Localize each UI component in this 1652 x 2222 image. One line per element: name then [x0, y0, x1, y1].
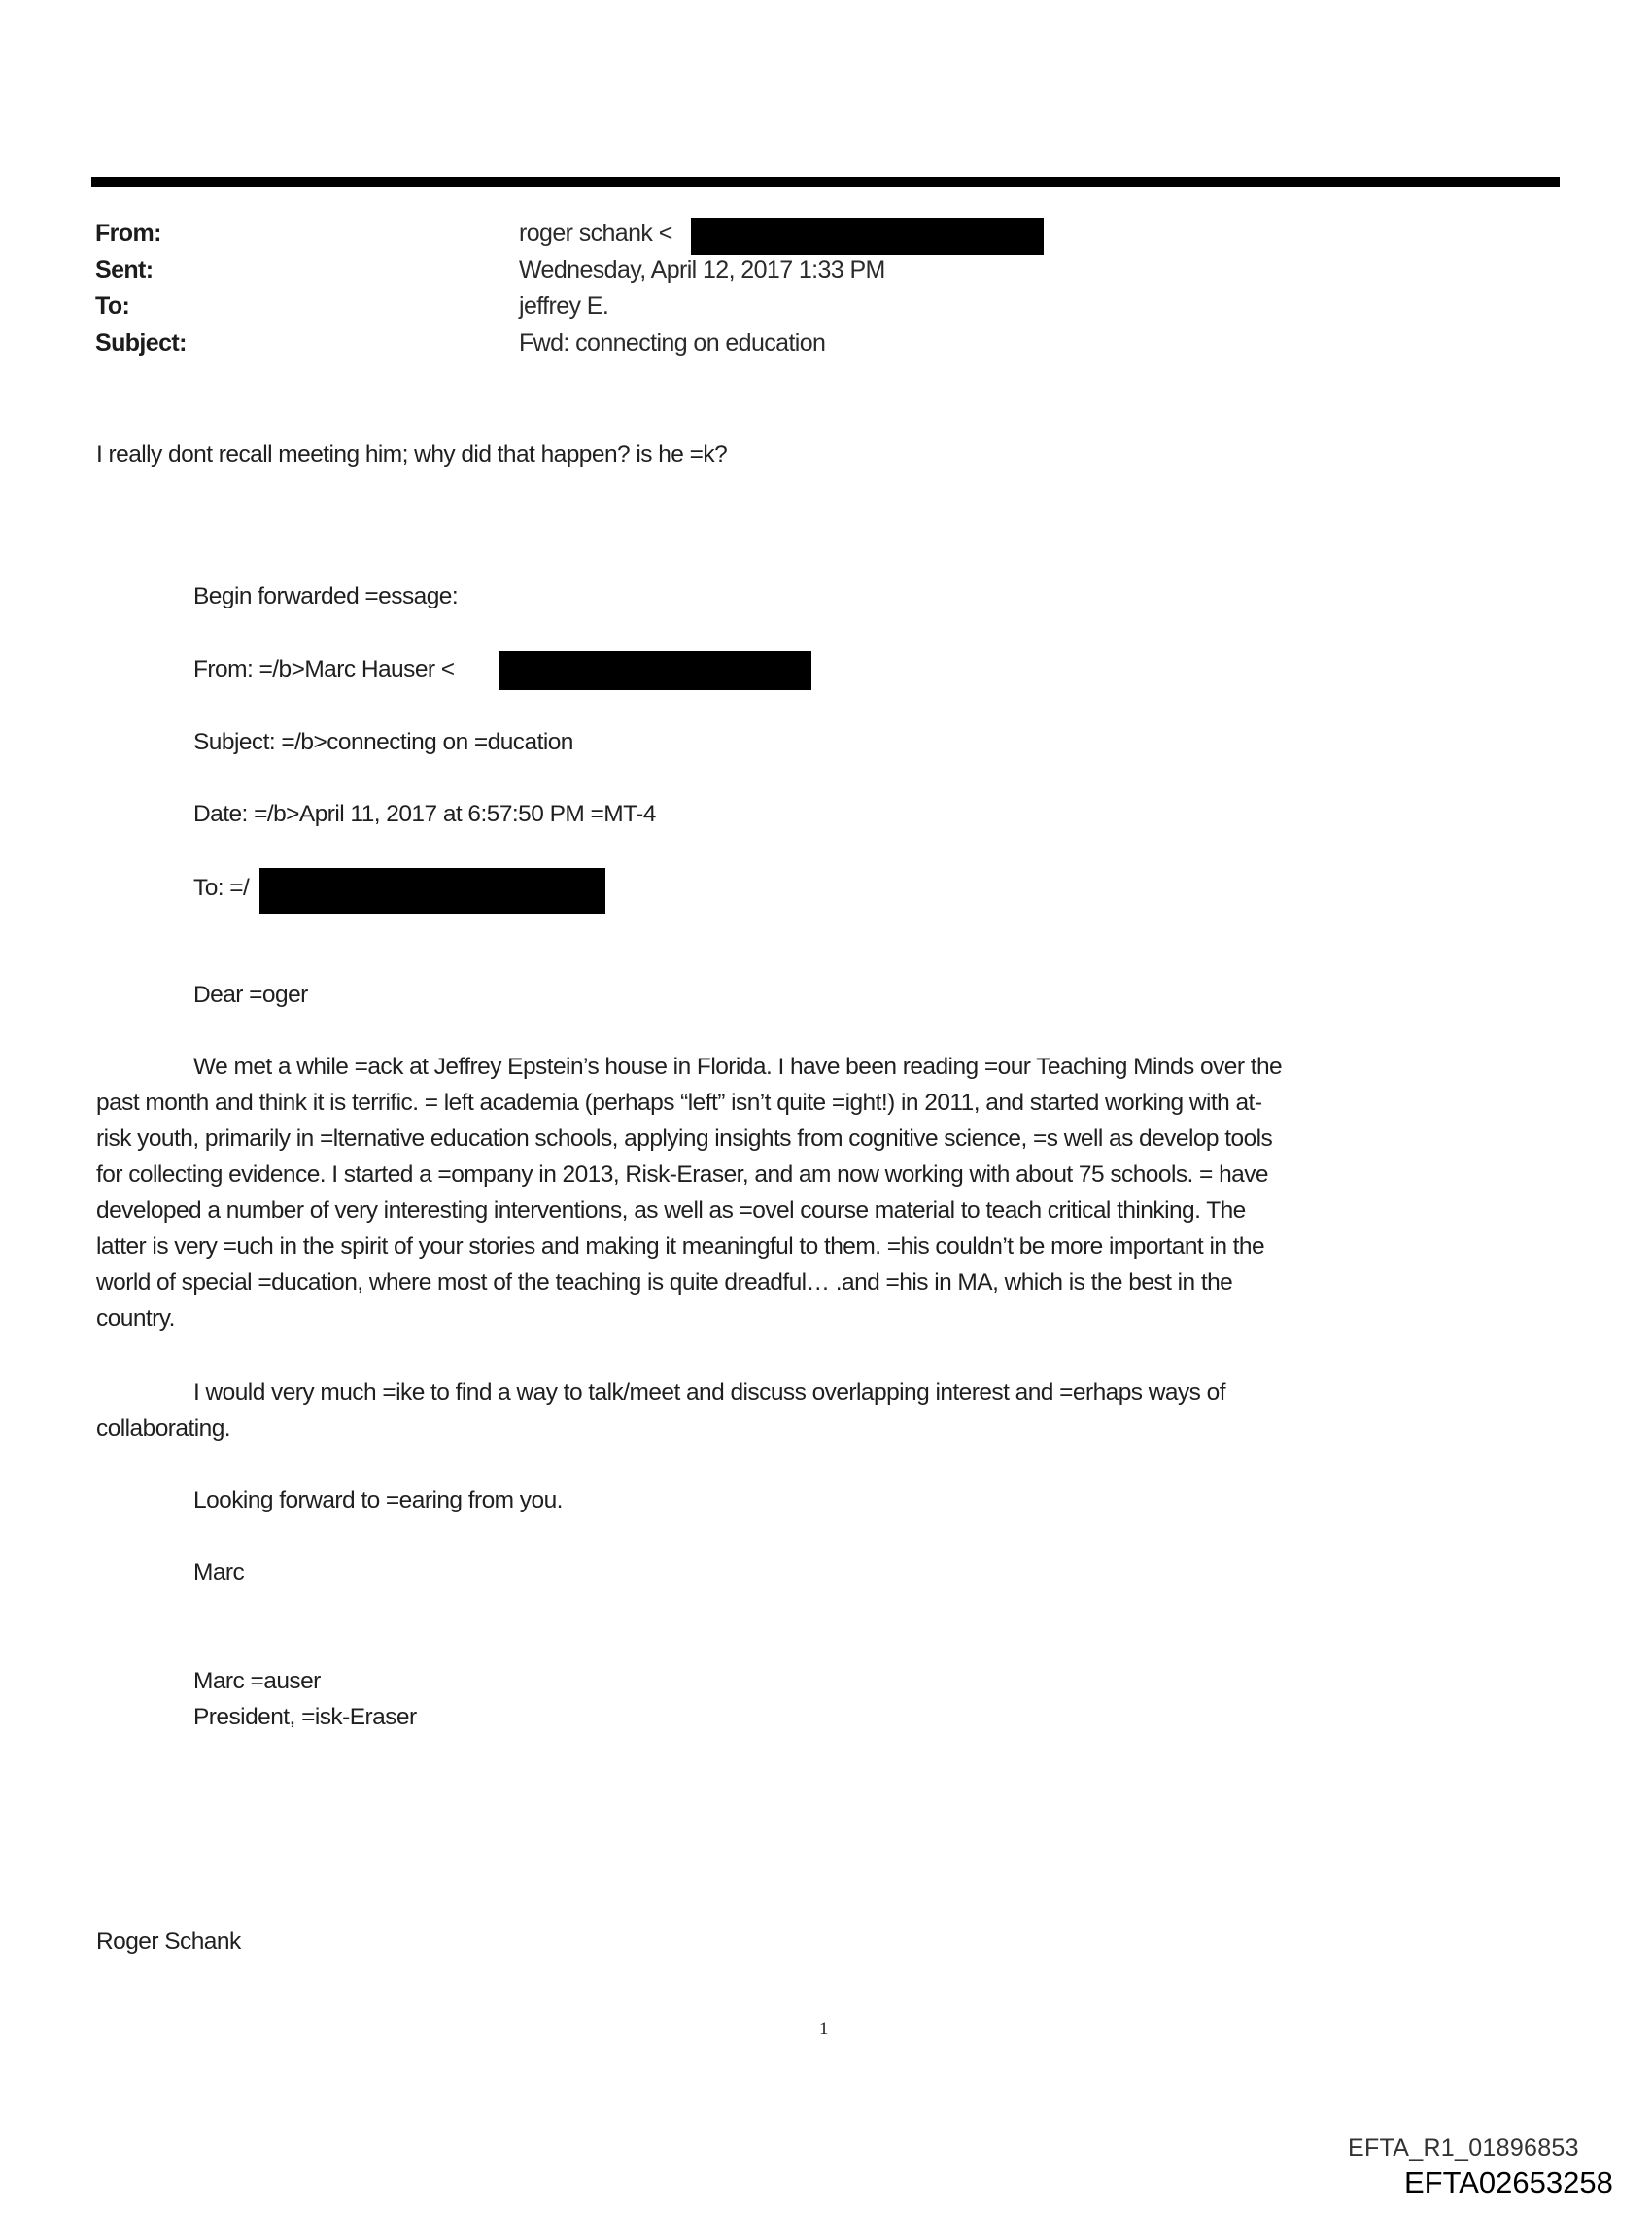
subject-label: Subject:: [95, 330, 187, 357]
forwarded-to-line: To: =/: [193, 875, 250, 901]
bates-stamp-r1: EFTA_R1_01896853: [1348, 2135, 1579, 2162]
sent-label: Sent:: [95, 257, 154, 284]
redaction-box-forwarded-from: [499, 651, 811, 690]
paragraph-1-line: developed a number of very interesting interventions, as well as =ovel course material to teach critical thinking. The: [96, 1198, 1246, 1224]
signoff: Marc: [193, 1559, 245, 1585]
forwarded-intro: Begin forwarded =essage:: [193, 583, 459, 609]
from-name: roger schank: [519, 220, 653, 247]
from-bracket: <: [658, 220, 672, 247]
paragraph-1-line: country.: [96, 1305, 175, 1332]
greeting: Dear =oger: [193, 982, 308, 1008]
page-number: 1: [819, 2019, 829, 2039]
sent-value: Wednesday, April 12, 2017 1:33 PM: [519, 257, 885, 284]
sender-signature: Roger Schank: [96, 1928, 241, 1955]
signature-title: President, =isk-Eraser: [193, 1704, 417, 1730]
paragraph-1-line: for collecting evidence. I started a =ompany in 2013, Risk-Eraser, and am now working with about 75 schools. = have: [96, 1162, 1269, 1188]
from-value: [519, 220, 672, 248]
redaction-box-forwarded-to: [259, 868, 605, 914]
to-value: jeffrey E.: [519, 293, 609, 320]
paragraph-2-line: I would very much =ike to find a way to talk/meet and discuss overlapping interest and =erhaps ways of: [193, 1379, 1225, 1406]
subject-value: Fwd: connecting on education: [519, 330, 826, 357]
paragraph-1-line: past month and think it is terrific. = left academia (perhaps “left” isn’t quite =ight!) in 2011, and started working with at-: [96, 1090, 1262, 1116]
header-divider-rule: [91, 177, 1560, 187]
redaction-box-from-email: [691, 218, 1044, 255]
bates-stamp-main: EFTA02653258: [1404, 2166, 1613, 2200]
paragraph-1-line: latter is very =uch in the spirit of your stories and making it meaningful to them. =his couldn’t be more important in the: [96, 1233, 1265, 1260]
forwarded-date-line: Date: =/b>April 11, 2017 at 6:57:50 PM =MT-4: [193, 801, 656, 827]
from-label: From:: [95, 220, 161, 247]
reply-text: I really dont recall meeting him; why did that happen? is he =k?: [96, 441, 728, 468]
forwarded-subject-line: Subject: =/b>connecting on =ducation: [193, 729, 573, 755]
paragraph-1-line: world of special =ducation, where most of the teaching is quite dreadful… .and =his in MA, which is the best in the: [96, 1269, 1233, 1296]
closing-line: Looking forward to =earing from you.: [193, 1487, 563, 1513]
forwarded-from-line: From: =/b>Marc Hauser <: [193, 656, 455, 682]
paragraph-1-line: We met a while =ack at Jeffrey Epstein’s house in Florida. I have been reading =our Teaching Minds over the: [193, 1054, 1283, 1080]
signature-name: Marc =auser: [193, 1668, 321, 1694]
paragraph-2-line: collaborating.: [96, 1415, 231, 1441]
paragraph-1-line: risk youth, primarily in =lternative education schools, applying insights from cognitive science, =s well as develop tools: [96, 1126, 1273, 1152]
to-label: To:: [95, 293, 130, 320]
